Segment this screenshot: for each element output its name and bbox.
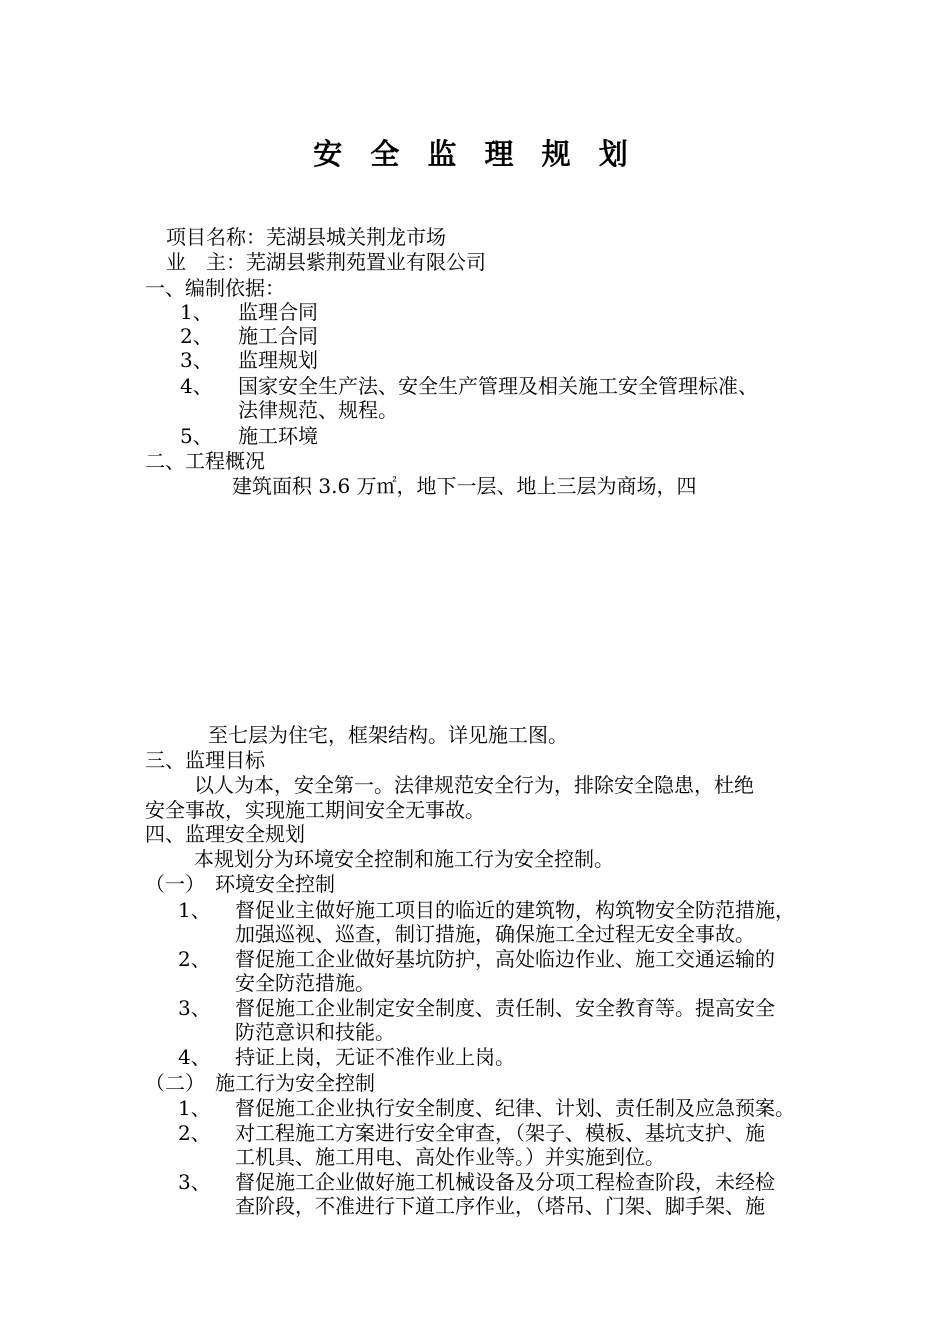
section-3-heading: 三、监理目标 [145, 748, 265, 772]
list-item-continuation: 查阶段，不准进行下道工序作业，（塔吊、门架、脚手架、施 [235, 1194, 765, 1218]
list-item-number: 4、 [178, 1045, 211, 1069]
section-2-paragraph-continued: 至七层为住宅，框架结构。详见施工图。 [208, 723, 568, 747]
list-item-text: 督促施工企业制定安全制度、责任制、安全教育等。提高安全 [235, 996, 775, 1020]
list-item-continuation: 加强巡视、巡查，制订措施，确保施工全过程无安全事故。 [235, 922, 755, 946]
list-item-text: 对工程施工方案进行安全审查，（架子、模板、基坑支护、施 [235, 1121, 765, 1145]
list-item-number: 1、 [178, 898, 211, 922]
document-title: 安 全 监 理 规 划 [313, 137, 637, 171]
list-item-number: 1、 [180, 300, 213, 324]
list-item-text: 国家安全生产法、安全生产管理及相关施工安全管理标准、 [238, 374, 758, 398]
list-item-text: 监理规划 [238, 348, 318, 372]
list-item-text: 施工环境 [238, 424, 318, 448]
list-item-number: 2、 [178, 1121, 211, 1145]
list-item-number: 4、 [180, 374, 213, 398]
section-1-heading: 一、编制依据： [145, 276, 285, 300]
section-2-heading: 二、工程概况 [145, 449, 265, 473]
list-item-number: 2、 [178, 947, 211, 971]
list-item-text: 施工合同 [238, 324, 318, 348]
list-item-text: 督促业主做好施工项目的临近的建筑物，构筑物安全防范措施， [235, 898, 795, 922]
section-4-intro: 本规划分为环境安全控制和施工行为安全控制。 [194, 847, 614, 871]
subsection-2-heading: （二） 施工行为安全控制 [145, 1071, 375, 1095]
list-item-continuation: 工机具、施工用电、高处作业等。）并实施到位。 [235, 1145, 665, 1169]
list-item-text: 督促施工企业做好基坑防护，高处临边作业、施工交通运输的 [235, 947, 775, 971]
list-item-continuation: 防范意识和技能。 [235, 1020, 395, 1044]
list-item-number: 2、 [180, 324, 213, 348]
list-item-continuation: 法律规范、规程。 [238, 398, 398, 422]
list-item-text: 督促施工企业执行安全制度、纪律、计划、责任制及应急预案。 [235, 1096, 795, 1120]
list-item-text: 督促施工企业做好施工机械设备及分项工程检查阶段，未经检 [235, 1170, 775, 1194]
project-name: 项目名称：芜湖县城关荆龙市场 [166, 225, 446, 249]
section-3-paragraph: 以人为本，安全第一。法律规范安全行为，排除安全隐患，杜绝 [194, 773, 754, 797]
list-item-number: 5、 [180, 424, 213, 448]
list-item-number: 3、 [178, 1170, 211, 1194]
list-item-number: 3、 [178, 996, 211, 1020]
list-item-continuation: 安全防范措施。 [235, 971, 375, 995]
subsection-1-heading: （一） 环境安全控制 [145, 872, 335, 896]
section-2-paragraph: 建筑面积 3.6 万㎡，地下一层、地上三层为商场，四 [232, 474, 697, 498]
list-item-number: 3、 [180, 348, 213, 372]
section-4-heading: 四、监理安全规划 [145, 822, 305, 846]
list-item-text: 持证上岗，无证不准作业上岗。 [235, 1045, 515, 1069]
owner-line: 业 主：芜湖县紫荆苑置业有限公司 [166, 250, 486, 274]
section-3-paragraph-continued: 安全事故，实现施工期间安全无事故。 [145, 798, 485, 822]
list-item-text: 监理合同 [238, 300, 318, 324]
list-item-number: 1、 [178, 1096, 211, 1120]
